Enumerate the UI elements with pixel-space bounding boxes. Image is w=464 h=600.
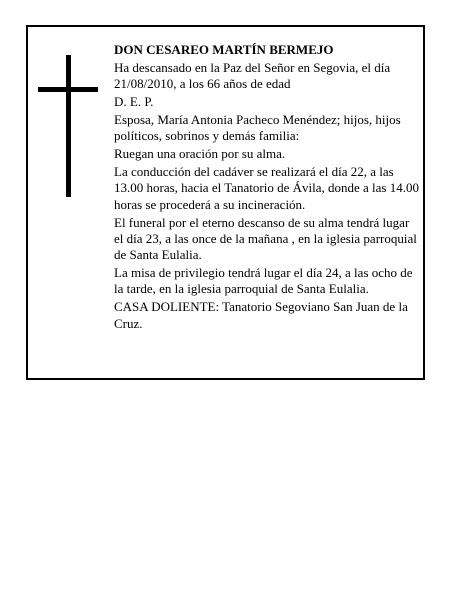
cross-horizontal-bar	[38, 87, 98, 92]
cross-icon	[38, 55, 98, 197]
obituary-text	[114, 42, 419, 333]
death-announcement: Ha descansado en la Paz del Señor en Segovia, el día 21/08/2010, a los 66 años de edad	[114, 59, 391, 92]
rip-line: D. E. P.	[114, 94, 154, 110]
privilege-mass-info: La misa de privilegio tendrá lugar el día 24, a las ocho de la tarde, en la iglesia parroquial de Santa Eulalia.	[114, 265, 413, 297]
funeral-procession-info: La conducción del cadáver se realizará el día 22, a las 13.00 horas, hacia el Tanatorio de Ávila, donde a las 14.00 horas se procederá a su incineración.	[114, 164, 419, 212]
cross-vertical-bar	[66, 55, 71, 197]
funeral-mass-info: El funeral por el eterno descanso de su alma tendrá lugar el día 23, a las once de la mañana , en la iglesia parroquial de Santa Eulalia.	[114, 214, 417, 263]
obituary-notice	[26, 25, 425, 380]
family-line: Esposa, María Antonia Pacheco Menéndez; hijos, hijos políticos, sobrinos y demás familia:	[114, 111, 401, 144]
deceased-name: DON CESAREO MARTÍN BERMEJO	[114, 42, 334, 57]
prayer-request: Ruegan una oración por su alma.	[114, 146, 286, 162]
mourning-house: CASA DOLIENTE: Tanatorio Segoviano San Juan de la Cruz.	[114, 299, 408, 331]
